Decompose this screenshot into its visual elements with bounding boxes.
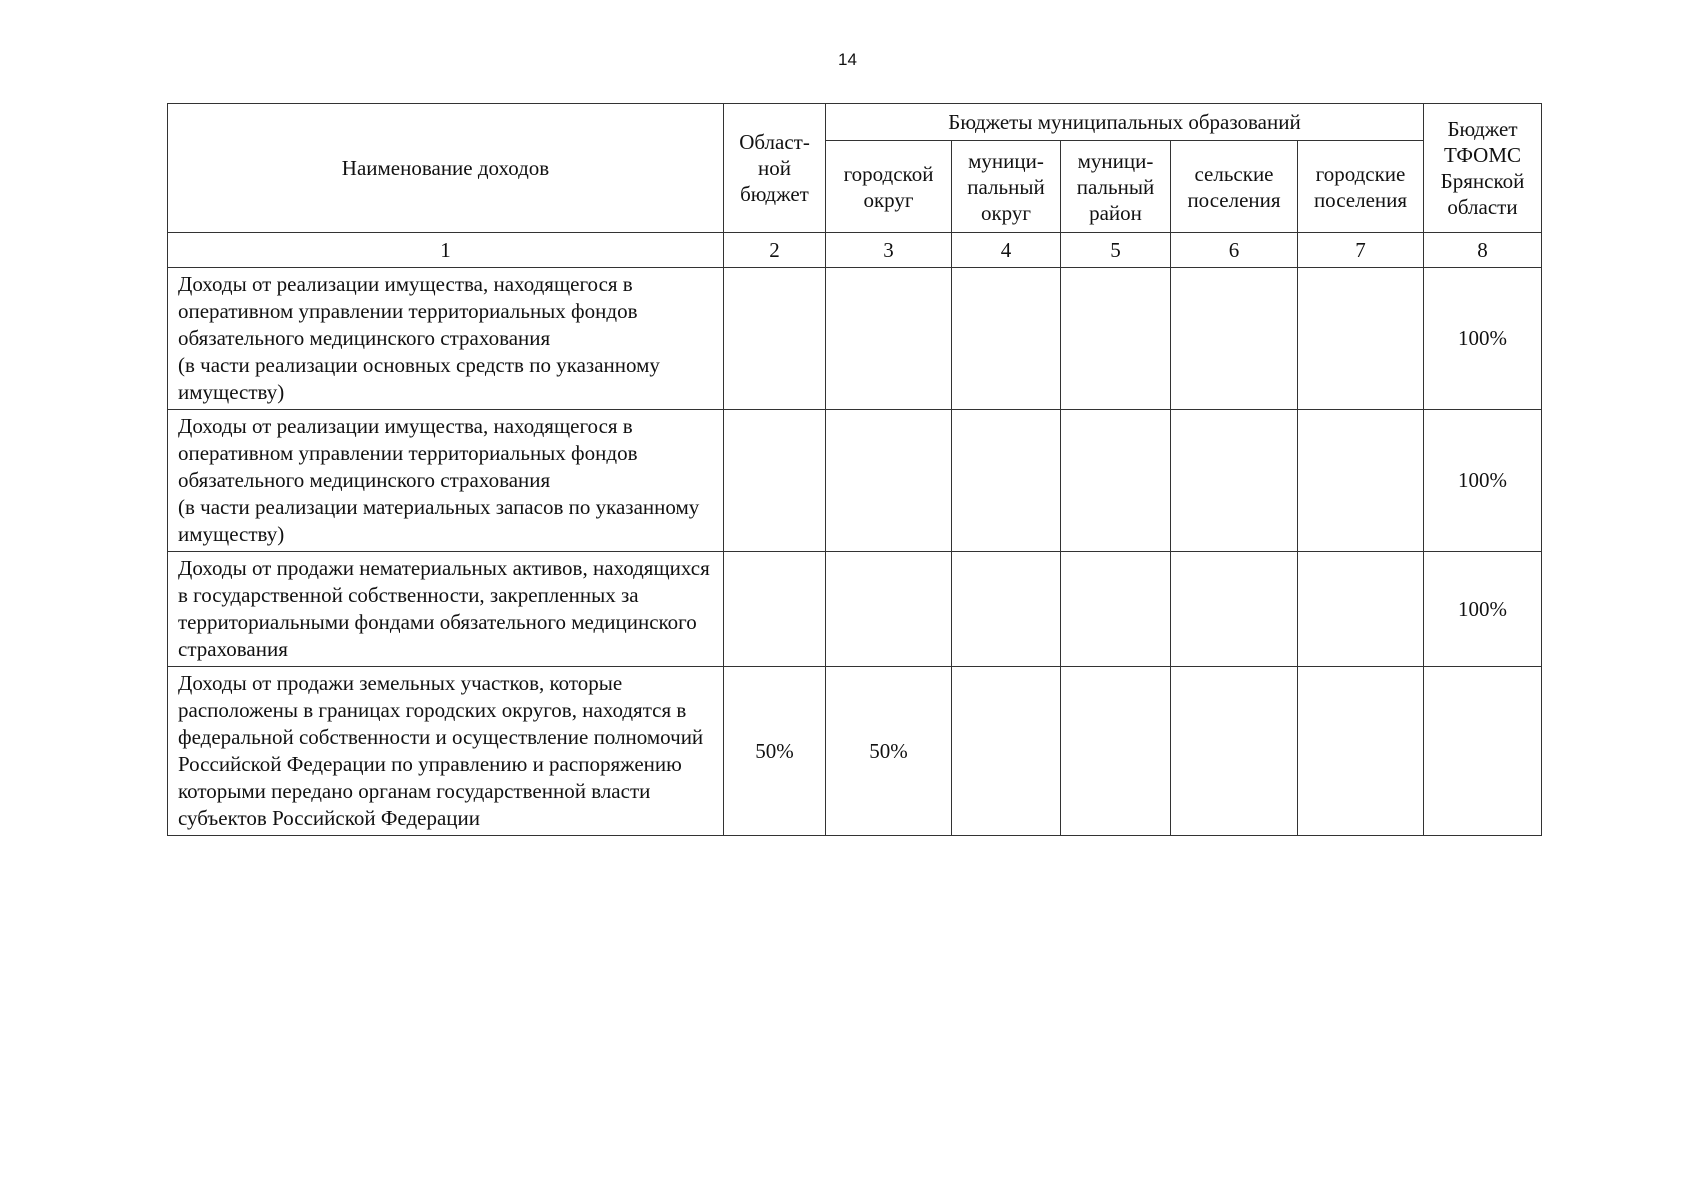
page-number: 14 (838, 50, 857, 69)
income-name-cell: Доходы от реализации имущества, находящегося в оперативном управлении территориальных фондов обязательного медицинского страхования (в части реализации материальных запасов по указанному имуществу) (168, 410, 724, 552)
urban-settlements-value (1298, 552, 1424, 667)
header-tfoms-budget: Бюджет ТФОМС Брянской области (1424, 104, 1542, 233)
regional-value (724, 268, 826, 410)
tfoms-value (1424, 667, 1542, 836)
city-district-value (826, 552, 952, 667)
city-district-value: 50% (826, 667, 952, 836)
column-number: 6 (1171, 233, 1298, 268)
municipal-area-value (1061, 552, 1171, 667)
tfoms-value: 100% (1424, 552, 1542, 667)
city-district-value (826, 268, 952, 410)
regional-value (724, 410, 826, 552)
rural-settlements-value (1171, 268, 1298, 410)
table-row (168, 268, 1542, 410)
header-municipal-budgets: Бюджеты муниципальных образований (826, 104, 1424, 141)
income-name-cell: Доходы от реализации имущества, находящегося в оперативном управлении территориальных фондов обязательного медицинского страхования (в части реализации основных средств по указанному имуществу) (168, 268, 724, 410)
municipal-district-value (952, 268, 1061, 410)
header-city-district: городской округ (826, 141, 952, 233)
table-row (168, 552, 1542, 667)
rural-settlements-value (1171, 667, 1298, 836)
header-regional-budget: Област- ной бюджет (724, 104, 826, 233)
city-district-value (826, 410, 952, 552)
column-number: 7 (1298, 233, 1424, 268)
table-row (168, 667, 1542, 836)
rural-settlements-value (1171, 410, 1298, 552)
column-number: 1 (168, 233, 724, 268)
column-number: 4 (952, 233, 1061, 268)
header-urban-settlements: городские поселения (1298, 141, 1424, 233)
regional-value (724, 552, 826, 667)
municipal-district-value (952, 410, 1061, 552)
municipal-area-value (1061, 268, 1171, 410)
municipal-area-value (1061, 410, 1171, 552)
header-rural-settlements: сельские поселения (1171, 141, 1298, 233)
column-number: 5 (1061, 233, 1171, 268)
municipal-district-value (952, 667, 1061, 836)
tfoms-value: 100% (1424, 410, 1542, 552)
municipal-district-value (952, 552, 1061, 667)
column-number: 8 (1424, 233, 1542, 268)
header-income-name: Наименование доходов (168, 104, 724, 233)
column-number: 2 (724, 233, 826, 268)
table-row (168, 410, 1542, 552)
rural-settlements-value (1171, 552, 1298, 667)
income-name-cell: Доходы от продажи нематериальных активов, находящихся в государственной собственности, закрепленных за территориальными фондами обязательного медицинского страхования (168, 552, 724, 667)
header-municipal-district: муници- пальный округ (952, 141, 1061, 233)
column-number: 3 (826, 233, 952, 268)
municipal-area-value (1061, 667, 1171, 836)
header-municipal-area: муници- пальный район (1061, 141, 1171, 233)
urban-settlements-value (1298, 667, 1424, 836)
urban-settlements-value (1298, 410, 1424, 552)
regional-value: 50% (724, 667, 826, 836)
urban-settlements-value (1298, 268, 1424, 410)
income-name-cell: Доходы от продажи земельных участков, которые расположены в границах городских округов, находятся в федеральной собственности и осуществление полномочий Российской Федерации по управлению и распоряжению которыми передано органам государственной власти субъектов Российской Федерации (168, 667, 724, 836)
tfoms-value: 100% (1424, 268, 1542, 410)
income-distribution-table (167, 103, 1542, 836)
